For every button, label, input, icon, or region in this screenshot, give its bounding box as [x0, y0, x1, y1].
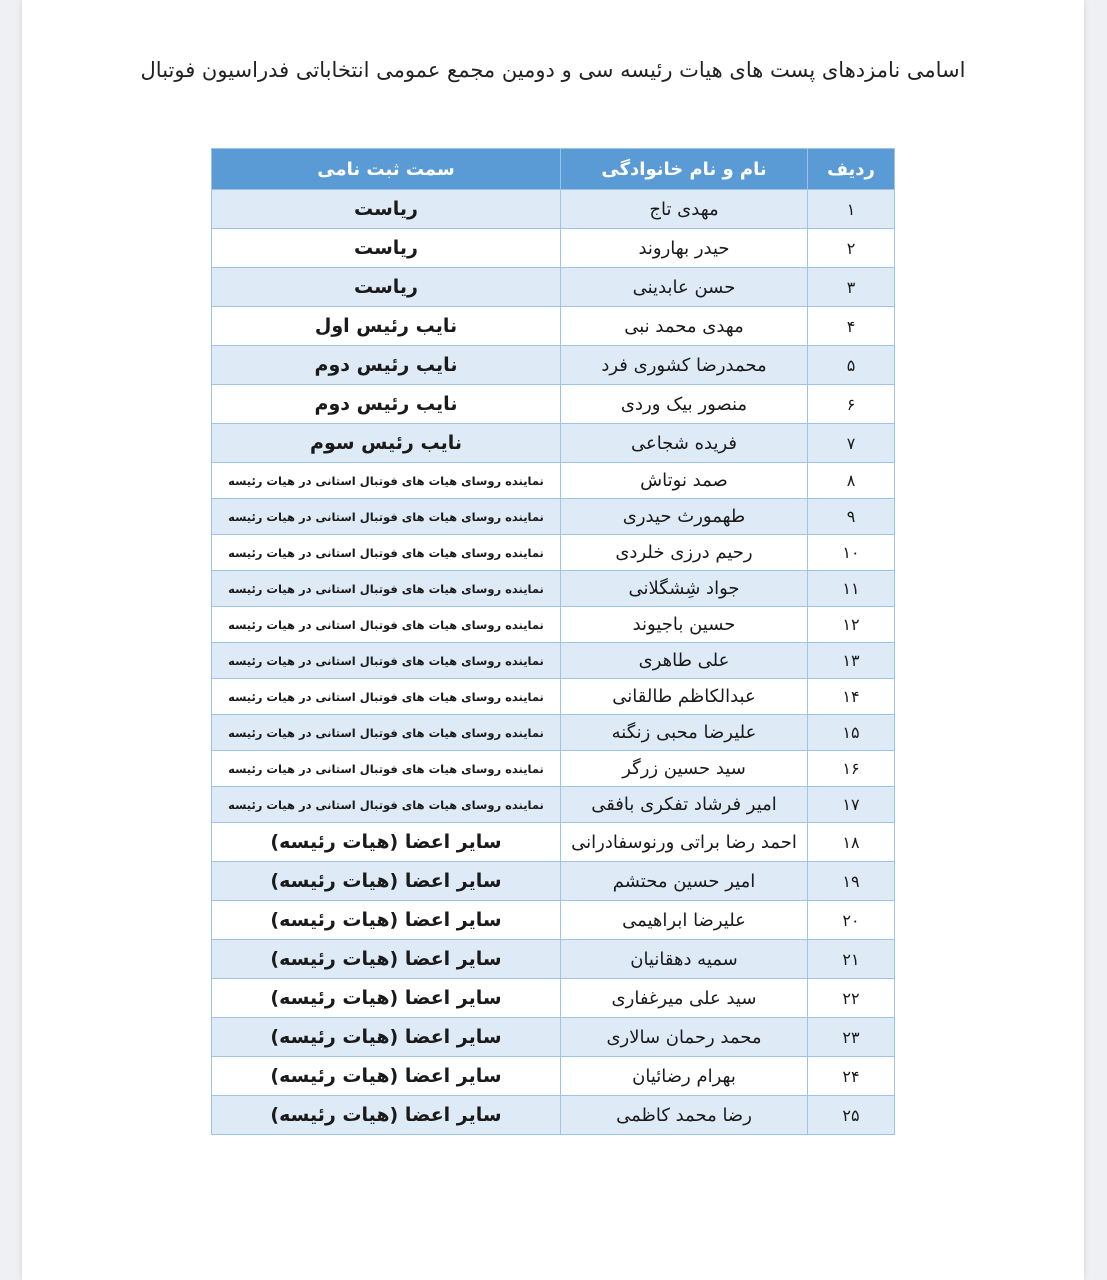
table-row [212, 1018, 895, 1057]
candidate-name: طهمورث حیدری [561, 499, 808, 535]
candidate-post: نماینده روسای هیات های فوتبال استانی در هیات رئیسه [212, 679, 561, 715]
candidate-post: ریاست [212, 268, 561, 307]
row-number: ۲۲ [808, 979, 895, 1018]
candidate-name: احمد رضا براتی ورنوسفادرانی [561, 823, 808, 862]
table-row [212, 385, 895, 424]
table-row [212, 787, 895, 823]
table-row [212, 1096, 895, 1135]
row-number: ۱۰ [808, 535, 895, 571]
candidate-post: سایر اعضا (هیات رئیسه) [212, 862, 561, 901]
row-number: ۱۷ [808, 787, 895, 823]
table-row [212, 901, 895, 940]
table-row [212, 1057, 895, 1096]
candidate-name: علیرضا محبی زنگنه [561, 715, 808, 751]
table-body [212, 190, 895, 1135]
candidate-name: علی طاهری [561, 643, 808, 679]
candidate-name: مهدی تاج [561, 190, 808, 229]
table-row [212, 346, 895, 385]
header-number: ردیف [808, 149, 895, 190]
candidate-name: امیر حسین محتشم [561, 862, 808, 901]
candidate-name: صمد نوتاش [561, 463, 808, 499]
candidate-name: فریده شجاعی [561, 424, 808, 463]
candidate-post: سایر اعضا (هیات رئیسه) [212, 901, 561, 940]
candidate-post: نماینده روسای هیات های فوتبال استانی در هیات رئیسه [212, 571, 561, 607]
candidate-post: سایر اعضا (هیات رئیسه) [212, 940, 561, 979]
table-row [212, 571, 895, 607]
row-number: ۸ [808, 463, 895, 499]
candidate-post: نماینده روسای هیات های فوتبال استانی در هیات رئیسه [212, 751, 561, 787]
row-number: ۱۵ [808, 715, 895, 751]
candidate-post: نایب رئیس سوم [212, 424, 561, 463]
candidate-post: نماینده روسای هیات های فوتبال استانی در هیات رئیسه [212, 463, 561, 499]
candidate-name: مهدی محمد نبی [561, 307, 808, 346]
candidate-post: سایر اعضا (هیات رئیسه) [212, 1018, 561, 1057]
row-number: ۹ [808, 499, 895, 535]
candidate-post: نماینده روسای هیات های فوتبال استانی در هیات رئیسه [212, 607, 561, 643]
table-row [212, 424, 895, 463]
row-number: ۲۱ [808, 940, 895, 979]
candidate-name: جواد شِشگلانی [561, 571, 808, 607]
row-number: ۱۱ [808, 571, 895, 607]
candidate-post: نماینده روسای هیات های فوتبال استانی در هیات رئیسه [212, 535, 561, 571]
table-row [212, 307, 895, 346]
candidate-name: امیر فرشاد تفکری بافقی [561, 787, 808, 823]
row-number: ۲۵ [808, 1096, 895, 1135]
row-number: ۵ [808, 346, 895, 385]
candidate-post: ریاست [212, 190, 561, 229]
candidate-post: سایر اعضا (هیات رئیسه) [212, 979, 561, 1018]
row-number: ۶ [808, 385, 895, 424]
candidate-post: سایر اعضا (هیات رئیسه) [212, 1096, 561, 1135]
row-number: ۱۹ [808, 862, 895, 901]
row-number: ۲۰ [808, 901, 895, 940]
candidate-name: حسین باجیوند [561, 607, 808, 643]
row-number: ۱۸ [808, 823, 895, 862]
candidate-post: نایب رئیس اول [212, 307, 561, 346]
candidate-post: نماینده روسای هیات های فوتبال استانی در هیات رئیسه [212, 715, 561, 751]
candidate-post: نماینده روسای هیات های فوتبال استانی در هیات رئیسه [212, 643, 561, 679]
row-number: ۲ [808, 229, 895, 268]
candidate-name: منصور بیک وردی [561, 385, 808, 424]
table-row [212, 607, 895, 643]
table-row [212, 268, 895, 307]
row-number: ۴ [808, 307, 895, 346]
table-row [212, 940, 895, 979]
row-number: ۱۴ [808, 679, 895, 715]
candidate-post: ریاست [212, 229, 561, 268]
table-row [212, 715, 895, 751]
table-row [212, 823, 895, 862]
candidate-post: سایر اعضا (هیات رئیسه) [212, 823, 561, 862]
candidate-post: نایب رئیس دوم [212, 385, 561, 424]
row-number: ۱ [808, 190, 895, 229]
candidate-post: سایر اعضا (هیات رئیسه) [212, 1057, 561, 1096]
table-header-row [212, 149, 895, 190]
table-row [212, 679, 895, 715]
row-number: ۲۳ [808, 1018, 895, 1057]
candidate-name: محمد رحمان سالاری [561, 1018, 808, 1057]
table-row [212, 751, 895, 787]
candidates-table [211, 148, 895, 1135]
document-title: اسامی نامزدهای پست های هیات رئیسه سی و دومین مجمع عمومی انتخاباتی فدراسیون فوتبال [140, 58, 966, 82]
candidate-name: سید علی میرغفاری [561, 979, 808, 1018]
candidate-name: محمدرضا کشوری فرد [561, 346, 808, 385]
candidate-name: علیرضا ابراهیمی [561, 901, 808, 940]
row-number: ۱۳ [808, 643, 895, 679]
candidate-name: سمیه دهقانیان [561, 940, 808, 979]
candidate-name: بهرام رضائیان [561, 1057, 808, 1096]
candidate-name: حسن عابدینی [561, 268, 808, 307]
table-row [212, 190, 895, 229]
candidate-post: نماینده روسای هیات های فوتبال استانی در هیات رئیسه [212, 499, 561, 535]
row-number: ۷ [808, 424, 895, 463]
table-row [212, 535, 895, 571]
table-row [212, 643, 895, 679]
table-row [212, 499, 895, 535]
candidate-name: حیدر بهاروند [561, 229, 808, 268]
candidate-name: رحیم درزی خلردی [561, 535, 808, 571]
candidate-post: نماینده روسای هیات های فوتبال استانی در هیات رئیسه [212, 787, 561, 823]
row-number: ۱۲ [808, 607, 895, 643]
row-number: ۳ [808, 268, 895, 307]
row-number: ۱۶ [808, 751, 895, 787]
table-row [212, 229, 895, 268]
header-post: سمت ثبت نامی [212, 149, 561, 190]
header-name: نام و نام خانوادگی [561, 149, 808, 190]
document-page [22, 0, 1084, 1280]
table-row [212, 979, 895, 1018]
table-row [212, 862, 895, 901]
candidate-post: نایب رئیس دوم [212, 346, 561, 385]
candidate-name: رضا محمد کاظمی [561, 1096, 808, 1135]
table-row [212, 463, 895, 499]
candidate-name: سید حسین زرگر [561, 751, 808, 787]
candidate-name: عبدالکاظم طالقانی [561, 679, 808, 715]
row-number: ۲۴ [808, 1057, 895, 1096]
